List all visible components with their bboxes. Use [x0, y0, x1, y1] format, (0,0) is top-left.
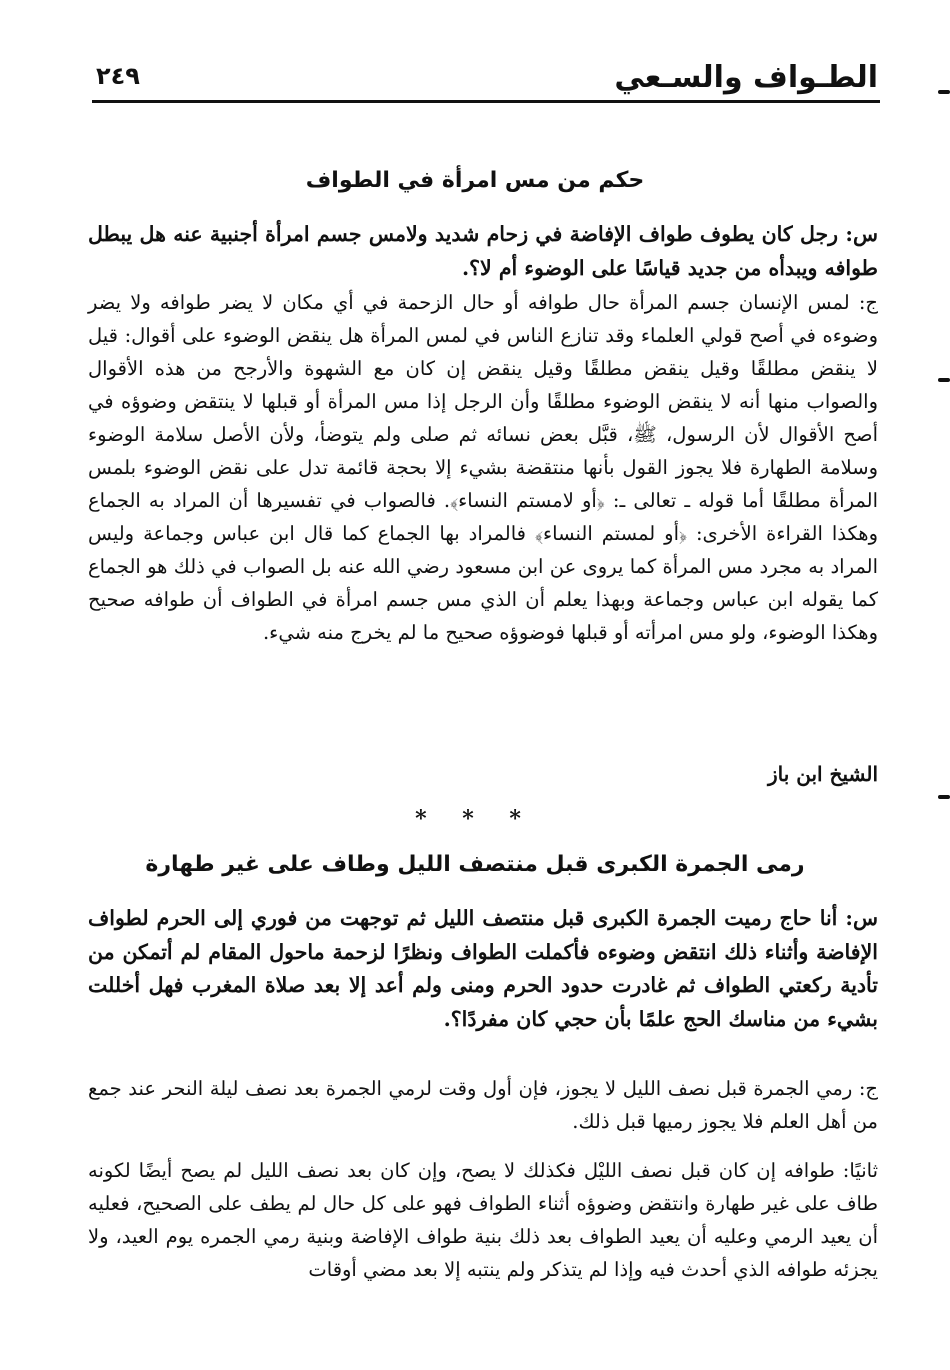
signature: الشيخ ابن باز [767, 762, 878, 786]
scan-edge-mark [938, 795, 950, 799]
question-2: س: أنا حاج رميت الجمرة الكبرى قبل منتصف الليل ثم توجهت من فوري إلى الحرم لطواف الإفاضة وأثناء ذلك انتقض وضوءه فأكملت الطواف ونظرًا لزحمة ماحول المقام لم أتمكن من تأدية ركعتي الطواف ثم غادرت حدود الحرم ومنى ولم أعد إلا بعد صلاة المغرب فهل أخللت بشيء من مناسك الحج علمًا بأن حجي كان مفردًا؟. [88, 906, 878, 1031]
answer-2-part-2: ثانيًا: طوافه إن كان قبل نصف الليْل فكذلك لا يصح، وإن كان بعد نصف الليل لم يصح أيضًا لكونه طاف على غير طهارة وانتقض وضوؤه أثناء الطواف فهو على كل حال لم يطف على الصحيح، فعليه أن يعيد الرمي وعليه أن يعيد الطواف بعد ذلك بنية طواف الإفاضة وبنية رمي الجمره يوم العيد، ولا يجزئه طوافه الذي أحدث فيه وإذا لم يتذكر ولم ينتبه إلا بعد مضي أوقات [88, 1159, 878, 1281]
section-title-1: حكم من مس امرأة في الطواف [305, 168, 645, 193]
page-number: ٢٤٩ [96, 62, 140, 90]
section-separator: * * * [415, 806, 535, 832]
answer-2-part-1: ج: رمي الجمرة قبل نصف الليل لا يجوز، فإن أول وقت لرمي الجمرة بعد نصف ليلة النحر عند جمع من أهل العلم فلا يجوز رميها قبل ذلك. [88, 1077, 878, 1133]
section-title-2: رمى الجمرة الكبرى قبل منتصف الليل وطاف على غير طهارة [145, 852, 805, 877]
running-header-title: الطـواف والسـعي [614, 60, 878, 95]
question-1: س: رجل كان يطوف طواف الإفاضة في زحام شديد ولامس جسم امرأة أجنبية عنه هل يبطل طوافه ويبدأه من جديد قياسًا على الوضوء أم لا؟. [88, 222, 878, 280]
answer-1: ج: لمس الإنسان جسم المرأة حال طوافه أو حال الزحمة في أي مكان لا يضر طوافه ولا يضر وضوءه في أصح قولي العلماء وقد تنازع الناس في لمس المرأة هل ينقض الوضوء على أقوال: قيل لا ينقض مطلقًا وقيل ينقض مطلقًا وقيل ينقض إن كان مع الشهوة والأرجح من هذه الأقوال والصواب منها أنه لا ينقض الوضوء مطلقًا وأن الرجل إذا مس المرأة أو قبلها لا ينتقض وضوؤه في أصح الأقوال لأن الرسول، ﷺ، قبَّل بعض نسائه ثم صلى ولم يتوضأ، ولأن الأصل سلامة الوضوء وسلامة الطهارة فلا يجوز القول بأنها منتقضة بشيء إلا بحجة قائمة تدل على نقض الوضوء بلمس المرأة مطلقًا أما قوله ـ تعالى ـ: ﴿أو لامستم النساء﴾. فالصواب في تفسيرها أن المراد به الجماع وهكذا القراءة الأخرى: ﴿أو لمستم النساء﴾ فالمراد بها الجماع كما قال ابن عباس وجماعة وليس المراد به مجرد مس المرأة كما يروى عن ابن مسعود رضي الله عنه بل الصواب في ذلك هو الجماع كما يقوله ابن عباس وجماعة وبهذا يعلم أن الذي مس جسم امرأة في الطواف أن طوافه صحيح وهكذا الوضوء، ولو مس امرأته أو قبلها فوضوؤه صحيح ما لم يخرج منه شيء. [88, 291, 878, 644]
header-rule [92, 100, 880, 103]
scan-edge-mark [938, 90, 950, 94]
scan-edge-mark [938, 378, 950, 382]
